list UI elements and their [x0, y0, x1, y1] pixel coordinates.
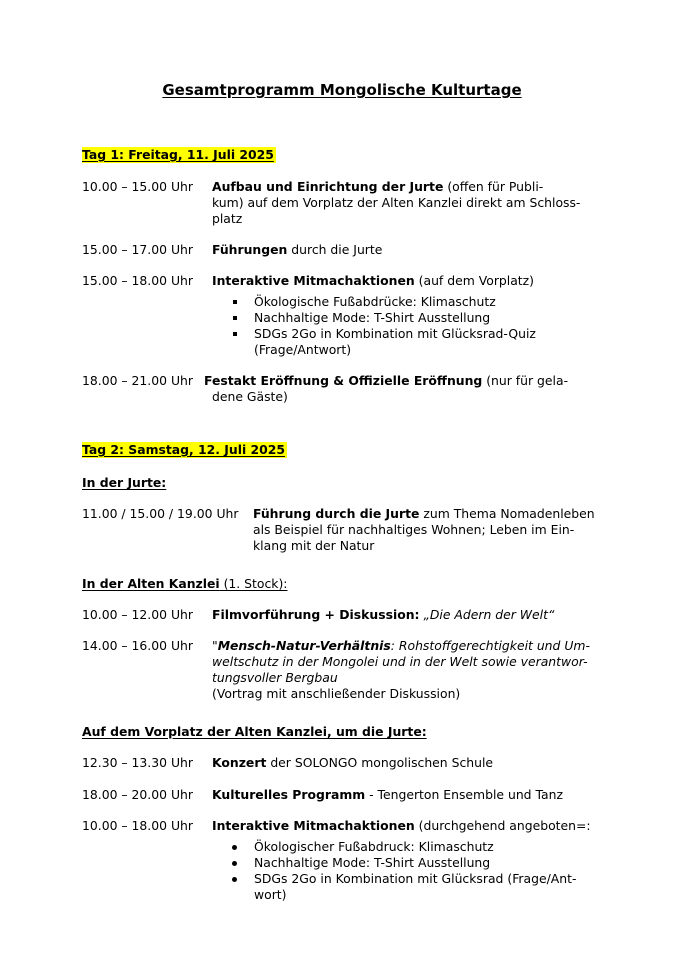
- section-jurte: In der Jurte:: [82, 475, 167, 490]
- day2-e4-text: Konzert der SOLONGO mongolischen Schule: [212, 755, 494, 770]
- day1-e1-line3: platz: [212, 211, 243, 226]
- section-vorplatz: Auf dem Vorplatz der Alten Kanzlei, um die Jurte:: [82, 724, 427, 739]
- day1-e1-time: 10.00 – 15.00 Uhr: [82, 179, 193, 194]
- day1-e1-title: Aufbau und Einrichtung der Jurte: [212, 179, 444, 194]
- day2-e6-time: 10.00 – 18.00 Uhr: [82, 818, 193, 833]
- day1-e1-line1: Aufbau und Einrichtung der Jurte (offen für Publi-: [212, 179, 544, 194]
- day1-e4-title: Festakt Eröffnung & Offizielle Eröffnung: [204, 373, 483, 388]
- round-bullet-icon: [232, 861, 237, 866]
- page-title: Gesamtprogramm Mongolische Kulturtage: [162, 81, 522, 99]
- day2-e2-title: Filmvorführung + Diskussion:: [212, 607, 420, 622]
- day1-e4-line2: dene Gäste): [212, 389, 288, 404]
- day1-e3-bullet1: Ökologische Fußabdrücke: Klimaschutz: [254, 294, 496, 309]
- day2-e6-text: Interaktive Mitmachaktionen (durchgehend angeboten=:: [212, 818, 591, 833]
- day2-e1-line3: klang mit der Natur: [253, 538, 375, 553]
- day2-e1-line2: als Beispiel für nachhaltiges Wohnen; Leben im Ein-: [253, 522, 575, 537]
- day1-e3-bullet3-cont: (Frage/Antwort): [254, 342, 352, 357]
- day2-heading: Tag 2: Samstag, 12. Juli 2025: [82, 442, 286, 457]
- day1-e2-time: 15.00 – 17.00 Uhr: [82, 242, 193, 257]
- day2-e2-time: 10.00 – 12.00 Uhr: [82, 607, 193, 622]
- day2-e6-bullet1: Ökologischer Fußabdruck: Klimaschutz: [254, 839, 494, 854]
- film-title: „Die Adern der Welt“: [423, 607, 555, 622]
- square-bullet-icon: [233, 316, 237, 320]
- day1-heading: Tag 1: Freitag, 11. Juli 2025: [82, 147, 274, 162]
- day2-e3-title: Mensch-Natur-Verhältnis: [217, 638, 391, 653]
- day1-e3-bullet2: Nachhaltige Mode: T-Shirt Ausstellung: [254, 310, 491, 325]
- day1-e1-line2: kum) auf dem Vorplatz der Alten Kanzlei direkt am Schloss-: [212, 195, 581, 210]
- day1-e4-line1: Festakt Eröffnung & Offizielle Eröffnung (nur für gela-: [204, 373, 569, 388]
- day1-e2-text: Führungen durch die Jurte: [212, 242, 383, 257]
- day2-e3-line3: tungsvoller Bergbau: [212, 670, 338, 685]
- round-bullet-icon: [232, 877, 237, 882]
- day2-e5-text: Kulturelles Programm - Tengerton Ensemble und Tanz: [212, 787, 563, 802]
- day2-e3-time: 14.00 – 16.00 Uhr: [82, 638, 193, 653]
- day2-e3-line1: "Mensch-Natur-Verhältnis: Rohstoffgerechtigkeit und Um-: [212, 638, 590, 653]
- day2-e2-text: [212, 607, 554, 623]
- day1-e3-time: 15.00 – 18.00 Uhr: [82, 273, 193, 288]
- day2-e6-bullet3: SDGs 2Go in Kombination mit Glücksrad (Frage/Ant-: [254, 871, 577, 886]
- day2-e3-line2: weltschutz in der Mongolei und in der Welt sowie verantwor-: [212, 654, 588, 669]
- section-alte-kanzlei: In der Alten Kanzlei (1. Stock):: [82, 576, 288, 591]
- day2-e4-title: Konzert: [212, 755, 267, 770]
- day2-e6-bullet3-cont: wort): [254, 887, 287, 902]
- day2-e5-title: Kulturelles Programm: [212, 787, 366, 802]
- day1-e4-time: 18.00 – 21.00 Uhr: [82, 373, 193, 388]
- round-bullet-icon: [232, 845, 237, 850]
- day1-e3-text: Interaktive Mitmachaktionen (auf dem Vorplatz): [212, 273, 535, 288]
- day2-e6-title: Interaktive Mitmachaktionen: [212, 818, 415, 833]
- day1-e2-title: Führungen: [212, 242, 288, 257]
- day2-e1-title: Führung durch die Jurte: [253, 506, 420, 521]
- day2-e5-time: 18.00 – 20.00 Uhr: [82, 787, 193, 802]
- day1-e3-bullet3: SDGs 2Go in Kombination mit Glücksrad-Quiz: [254, 326, 536, 341]
- day2-e3-line4: (Vortrag mit anschließender Diskussion): [212, 686, 461, 701]
- day2-e1-time: 11.00 / 15.00 / 19.00 Uhr: [82, 506, 239, 521]
- day2-e4-time: 12.30 – 13.30 Uhr: [82, 755, 193, 770]
- square-bullet-icon: [233, 300, 237, 304]
- day2-e1-line1: Führung durch die Jurte zum Thema Nomadenleben: [253, 506, 595, 521]
- day2-e6-bullet2: Nachhaltige Mode: T-Shirt Ausstellung: [254, 855, 491, 870]
- square-bullet-icon: [233, 332, 237, 336]
- day1-e3-title: Interaktive Mitmachaktionen: [212, 273, 415, 288]
